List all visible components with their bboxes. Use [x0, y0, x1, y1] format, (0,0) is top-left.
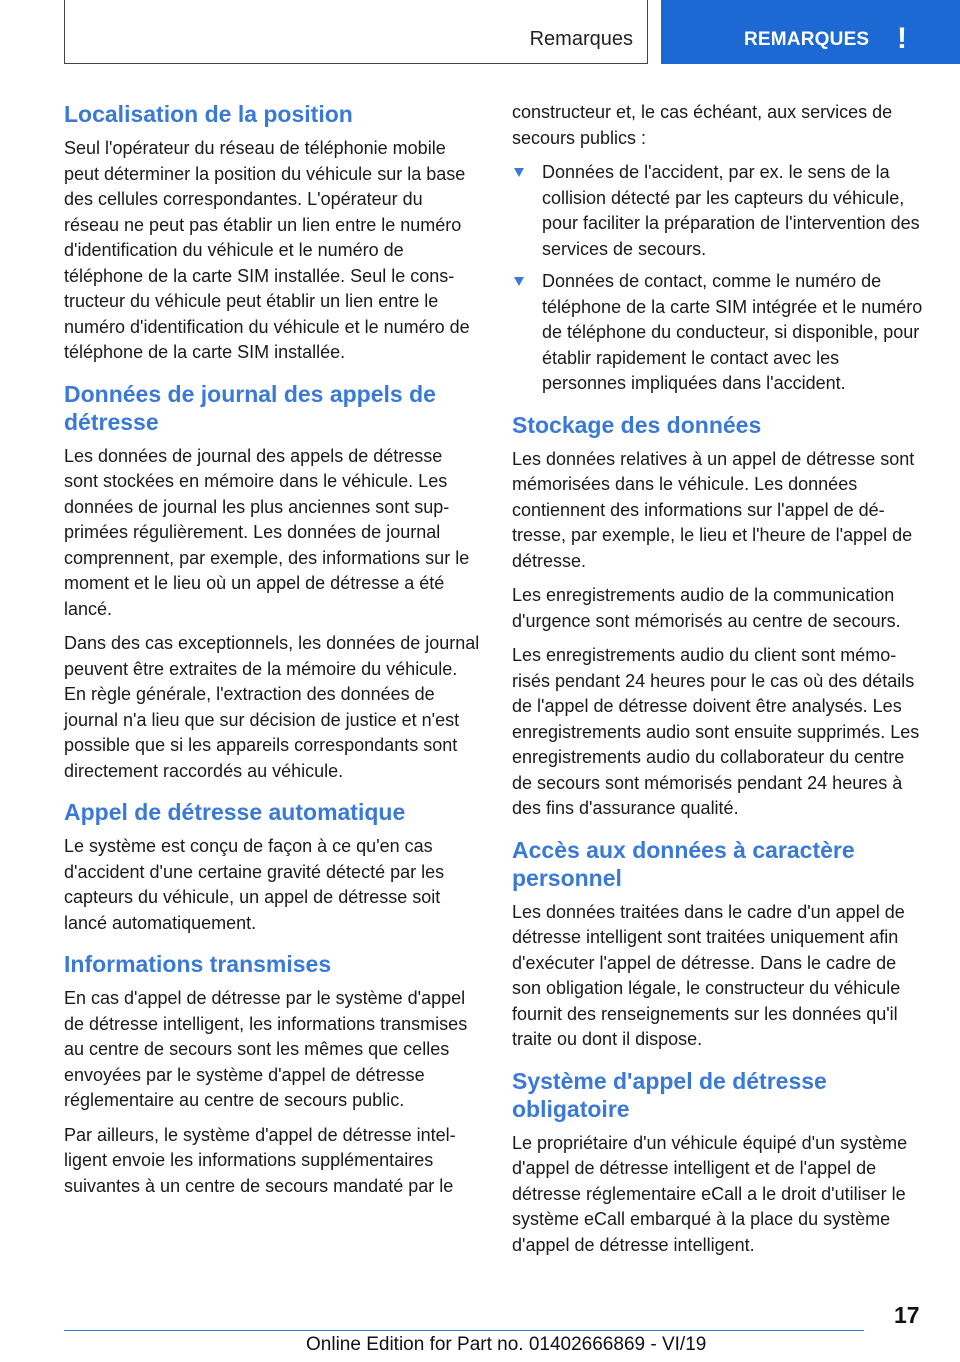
section-obligatoire: [512, 1067, 928, 1259]
section-localisation: [64, 100, 480, 366]
heading-informations: Informations transmises: [64, 951, 332, 977]
list-item: [512, 160, 928, 262]
list-item-text: Données de contact, comme le numéro de téléphone de la carte SIM intégrée et le numéro de téléphone du conducteur, si disponible, pour établir rapidement le contact avec les personnes impliquées dans l'accident.: [542, 271, 923, 393]
paragraph: Les données relatives à un appel de détresse sont mémorisées dans le véhicule. Les données contiennent des informations sur l'appel de détresse, par exemple, le lieu et l'heure de l'appel de détresse.: [512, 448, 915, 571]
heading-localisation: Localisation de la position: [64, 101, 353, 127]
paragraph: Dans des cas exceptionnels, les données de journal peuvent être extraites de la mémoire du véhicule. En règle générale, l'extraction des données de journal n'a lieu que sur décision de justice et n'est possible que si les appareils correspondants sont directement raccordés au véhicule.: [64, 633, 480, 781]
paragraph: Le système est conçu de façon à ce qu'en cas d'accident d'une certaine gravité détecté par les capteurs du véhicule, un appel de détresse soit lancé automatiquement.: [64, 836, 445, 933]
triangle-bullet-icon: [514, 168, 524, 177]
section-journal: [64, 380, 480, 785]
list-item-text: Données de l'accident, par ex. le sens de la collision détecté par les capteurs du véhicule, pour faciliter la préparation de l'intervention des services de secours.: [542, 162, 920, 259]
right-column: [512, 100, 928, 1272]
paragraph: Le propriétaire d'un véhicule équipé d'un système d'appel de détresse intelligent et de l'appel de détresse réglementaire eCall a le droit d'utiliser le système eCall embarqué à la place du système d'appel de détresse intelligent.: [512, 1132, 908, 1255]
edition-footer: Online Edition for Part no. 01402666869 - VI/19: [306, 1334, 707, 1355]
paragraph-continued: constructeur et, le cas échéant, aux services de secours publics :: [512, 102, 893, 148]
chapter-tab: [661, 0, 960, 64]
heading-automatique: Appel de détresse automatique: [64, 799, 406, 825]
heading-journal: Données de journal des appels de détresse: [64, 380, 436, 435]
page-header: [0, 0, 960, 66]
bullet-list: [512, 160, 928, 397]
section-title: Remarques: [529, 28, 633, 50]
heading-stockage: Stockage des données: [512, 411, 762, 438]
paragraph: Seul l'opérateur du réseau de téléphonie mobile peut déterminer la position du véhicule sur la base des cellules correspondantes. L'opérateur du réseau ne peut pas établir un lien entre le numéro d'identification du véhicule et le numéro de téléphone de la carte SIM installée. Seul le constructeur du véhicule peut établir un lien entre le numéro d'identification du véhicule et le numéro de téléphone de la carte SIM installée.: [64, 138, 470, 362]
paragraph: Les enregistrements audio de la communication d'urgence sont mémorisés au centre de secours.: [512, 585, 901, 631]
exclamation-icon: !: [897, 22, 907, 55]
paragraph: Les données traitées dans le cadre d'un appel de détresse intelligent sont traitées uniquement afin d'exécuter l'appel de détresse. Dans le cadre de son obligation légale, le constructeur du véhicule fournit des renseignements sur les données qu'il traite ou dont il dispose.: [512, 901, 905, 1049]
paragraph: Par ailleurs, le système d'appel de détresse intelligent envoie les informations supplémentaires suivantes à un centre de secours mandaté par le: [64, 1124, 456, 1196]
page-number: 17: [894, 1302, 920, 1328]
heading-acces: Accès aux données à caractère personnel: [512, 836, 855, 891]
paragraph: En cas d'appel de détresse par le système d'appel de détresse intelligent, les informations transmises au centre de secours sont les mêmes que celles envoyées par le système d'appel de détresse réglementaire au centre de secours public.: [64, 988, 468, 1110]
list-item: [512, 269, 928, 397]
section-automatique: [64, 798, 480, 936]
chapter-title: REMARQUES: [744, 29, 870, 50]
section-acces: [512, 836, 928, 1053]
heading-obligatoire: Système d'appel de détresse obligatoire: [512, 1067, 827, 1122]
triangle-bullet-icon: [514, 277, 524, 286]
footer-divider: [64, 1330, 864, 1331]
paragraph: Les enregistrements audio du client sont mémorisés pendant 24 heures pour le cas où des détails de l'appel de détresse doivent être analysés. Les enregistrements audio sont ensuite supprimés. Les enregistrements audio du collaborateur du centre de secours sont mémorisés pendant 24 heures à des fins d'assurance qualité.: [512, 645, 920, 818]
section-stockage: [512, 411, 928, 822]
section-informations: [64, 950, 480, 1199]
section-tab: [64, 0, 648, 64]
left-column: [64, 100, 480, 1213]
paragraph: Les données de journal des appels de détresse sont stockées en mémoire dans le véhicule. Les données de journal les plus anciennes sont supprimées régulièrement. Les données de journal comprennent, par exemple, des informations sur le moment et le lieu où un appel de détresse a été lancé.: [64, 445, 470, 619]
